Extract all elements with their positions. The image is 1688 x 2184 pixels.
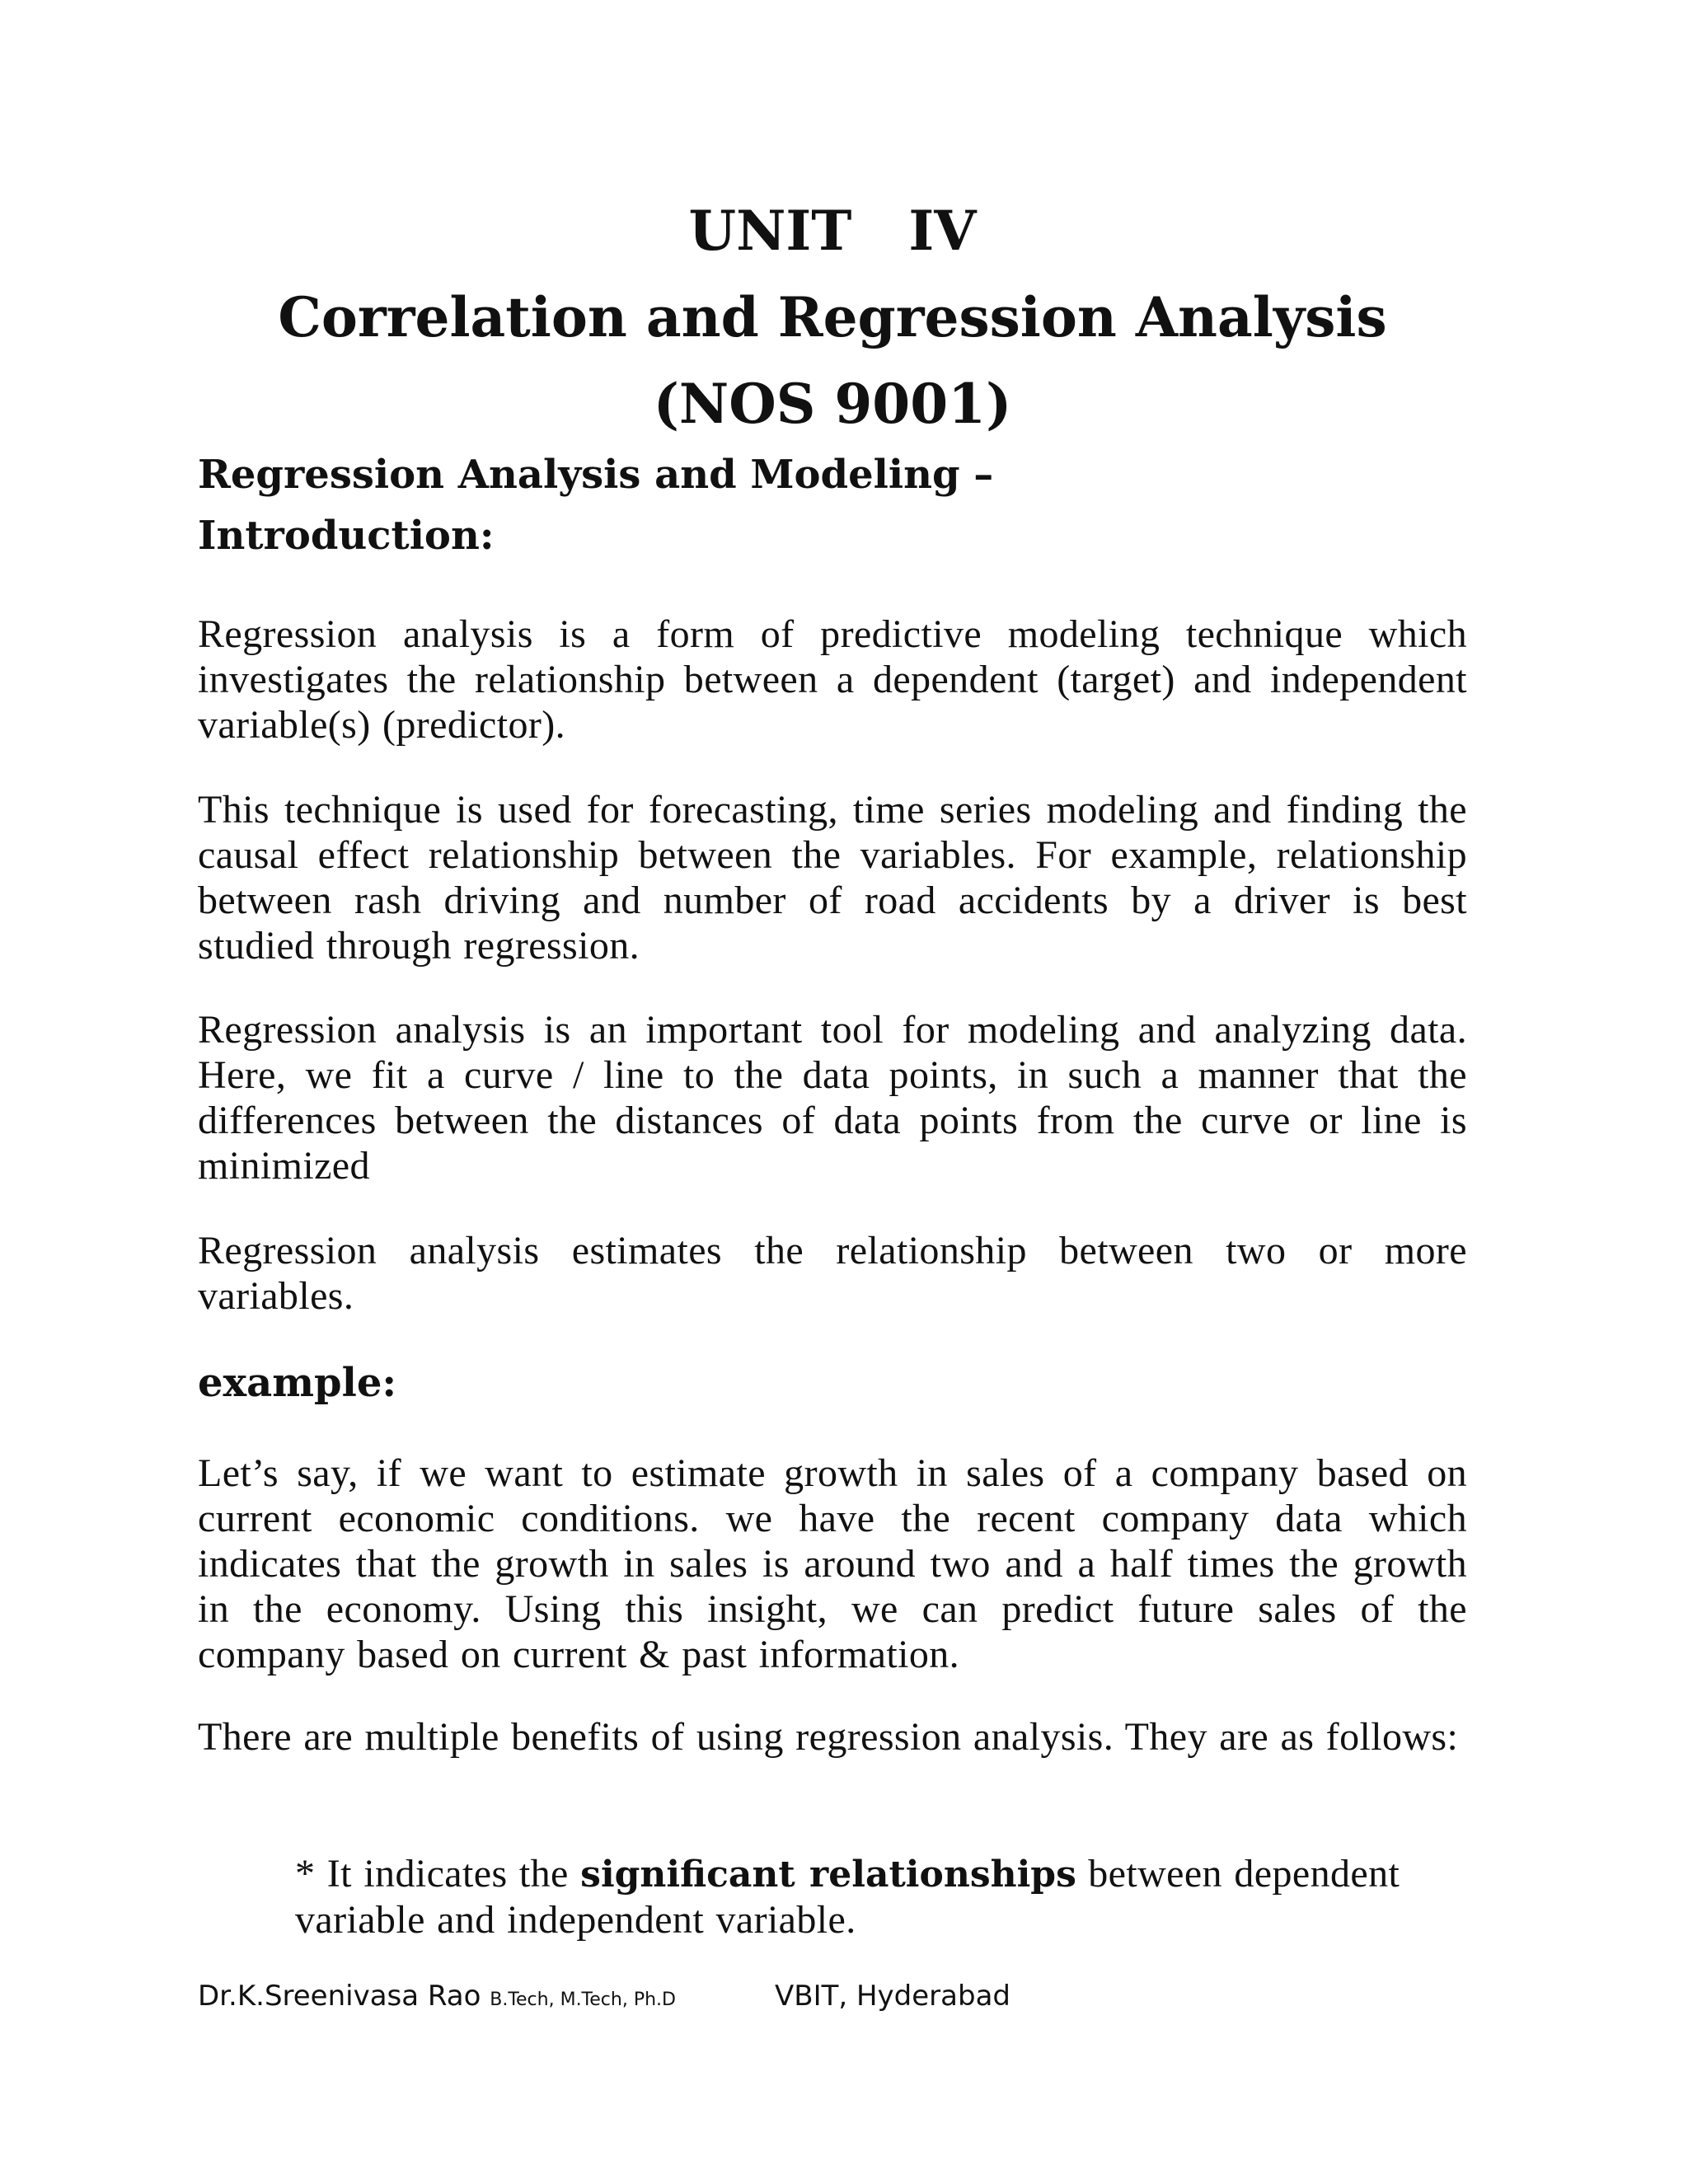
paragraph-benefits-intro: There are multiple benefits of using regression analysis. They are as follows: [198,1715,1459,1759]
paragraph-usage: This technique is used for forecasting, time series modeling and finding the causal effect relationship between the variables. For example, relationship between rash driving and number of road accidents by a driver is best studied through regression. [198,788,1467,968]
title-block [198,188,1467,448]
footer-institution: VBIT, Hyderabad [775,1980,1010,2013]
subject-title: Correlation and Regression Analysis [278,285,1387,349]
paragraph-definition: Regression analysis is a form of predictive modeling technique which investigates the relationship between a dependent (target) and independent variable(s) (predictor). [198,612,1467,747]
bullet-emphasis: significant relationships [580,1854,1076,1896]
bullet-suffix: between dependent variable and independent variable. [295,1852,1400,1942]
example-label: example: [198,1360,397,1406]
section-heading: Regression Analysis and Modeling – [198,452,994,498]
author-credentials: B.Tech, M.Tech, Ph.D [490,1990,676,2010]
paragraph-estimates: Regression analysis estimates the relationship between two or more variables. [198,1229,1467,1318]
footer-author [198,1980,676,2013]
course-code: (NOS 9001) [653,372,1012,436]
bullet-item [295,1851,1467,1943]
unit-title: UNIT IV [688,199,977,263]
paragraph-curve-fitting: Regression analysis is an important tool for modeling and analyzing data. Here, we fit a curve / line to the data points, in such a manner that the differences between the distances of data points from the curve or line is minimized [198,1008,1467,1188]
paragraph-example: Let’s say, if we want to estimate growth in sales of a company based on current economic conditions. we have the recent company data which indicates that the growth in sales is around two and a half times the growth in the economy. Using this insight, we can predict future sales of the company based on current & past information. [198,1451,1467,1676]
bullet-prefix: * It indicates the [295,1852,581,1896]
section-subheading: Introduction: [198,513,495,559]
author-name: Dr.K.Sreenivasa Rao [198,1980,490,2013]
